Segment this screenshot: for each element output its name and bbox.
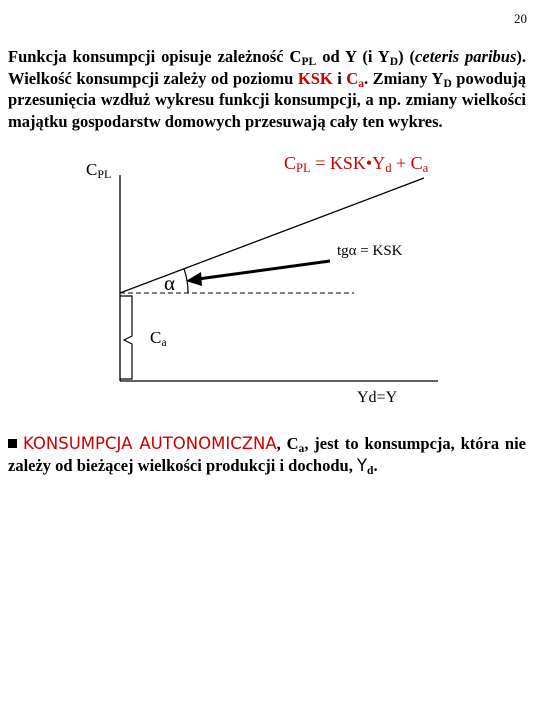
y-axis-label-main: C [86, 160, 98, 179]
autonomous-consumption-term: KONSUMPCJA AUTONOMICZNA [23, 434, 277, 453]
ca-label [150, 328, 167, 348]
definition-sub-a: a [298, 442, 305, 455]
ca-brace [120, 296, 132, 379]
intro-text: . Zmiany Y [364, 68, 444, 88]
tangent-arrowhead [186, 272, 202, 286]
ca-label-main: C [150, 328, 162, 347]
equation-c: C [284, 153, 297, 173]
equation-c-sub: PL [296, 161, 311, 176]
intro-text: powodują przesunięcia wzdłuż wykresu funkcji konsumpcji, a np. zmiany wielkości majątku gospodarstw domowych przesuwają cały ten wykres. [8, 68, 526, 131]
consumption-equation [284, 153, 428, 174]
square-bullet-icon [8, 439, 17, 448]
intro-sub-pl: PL [301, 55, 317, 68]
intro-text: ) ( [398, 47, 416, 66]
intro-sub-d2: D [443, 77, 452, 90]
definition-yd-main: Y [356, 456, 368, 475]
equation-yd-sub: d [385, 161, 392, 176]
definition-text: . [373, 456, 378, 475]
intro-ca-sub: a [358, 77, 364, 90]
intro-sub-d: D [389, 55, 399, 68]
tangent-arrow-line [198, 261, 330, 279]
intro-text: od Y (i Y [316, 47, 390, 66]
y-axis-label [86, 160, 111, 180]
definition-yd-sub: d [367, 464, 374, 477]
alpha-symbol: α [164, 271, 176, 295]
intro-ksk: KSK [297, 68, 333, 88]
intro-text: ). Wielkość konsumpcji zależy od poziomu [8, 47, 526, 88]
y-axis-label-sub: PL [97, 166, 112, 181]
equation-ca-sub: a [422, 161, 429, 176]
definition-paragraph [8, 433, 526, 477]
intro-ceteris-paribus: ceteris paribus [415, 47, 517, 66]
intro-ca-main: C [346, 68, 359, 88]
ca-label-sub: a [161, 334, 167, 349]
intro-text: i [332, 68, 347, 88]
definition-text: , jest to konsumpcja, która nie zależy od bieżącej wielkości produkcji i dochodu, [8, 434, 527, 475]
equation-rest: = KSK•Y [310, 153, 386, 173]
page-number: 20 [514, 11, 527, 26]
equation-plus-ca: + C [391, 153, 423, 173]
definition-text: , C [276, 434, 299, 453]
intro-text: Funkcja konsumpcji opisuje zależność C [8, 47, 302, 66]
x-axis-label: Yd=Y [357, 389, 398, 406]
tangent-label: tgα = KSK [337, 243, 403, 259]
